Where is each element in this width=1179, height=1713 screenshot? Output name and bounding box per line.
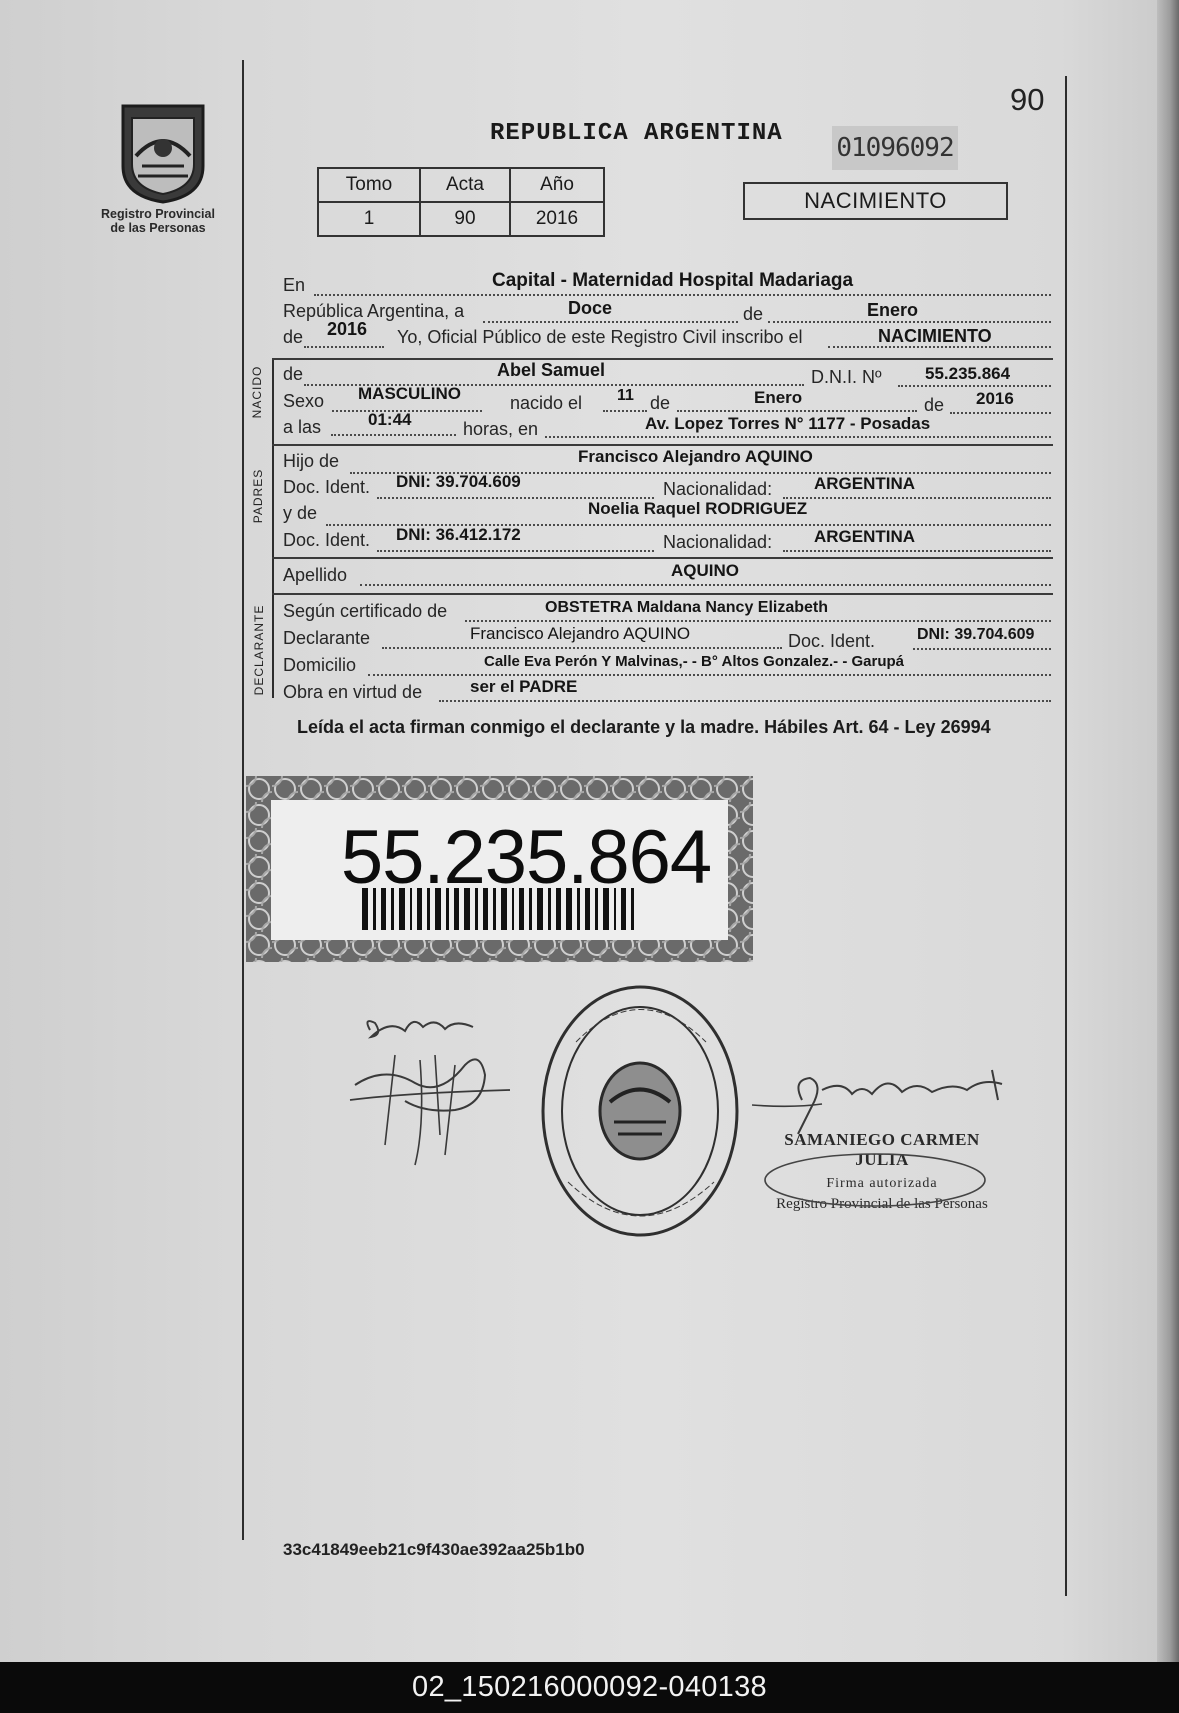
dotted-line [603,410,647,412]
father-nat-label: Nacionalidad: [663,479,773,499]
domicilio-label: Domicilio [283,655,357,675]
cert-label: Según certificado de [283,601,448,621]
day-value: Doce [568,298,613,318]
hijo-de-label: Hijo de [283,451,340,471]
ano-header: Año [510,168,604,202]
father-doc-label: Doc. Ident. [283,477,371,497]
dotted-line [913,648,1051,650]
y-de-label: y de [283,503,318,523]
declarante-label: Declarante [283,628,371,648]
father-nat-value: ARGENTINA [814,474,916,493]
dotted-line [331,434,456,436]
dni-label: D.N.I. Nº [811,367,882,387]
child-dni-value: 55.235.864 [925,364,1011,383]
mother-doc-label: Doc. Ident. [283,530,371,550]
birth-month-value: Enero [754,388,803,407]
dotted-line [783,550,1051,552]
father-name-value: Francisco Alejandro AQUINO [578,447,813,466]
year-value: 2016 [327,319,368,339]
tomo-value: 1 [318,202,420,236]
signature-oval [760,1150,990,1210]
dotted-line [768,321,1051,323]
closing-note: Leída el acta firman conmigo el declarante y la madre. Hábiles Art. 64 - Ley 26994 [297,717,991,737]
officer-name: SAMANIEGO CARMEN JULIA [784,1130,980,1169]
dotted-line [439,700,1051,702]
time-value: 01:44 [368,410,412,429]
table-value-row [318,202,604,236]
horas-label: horas, en [463,419,539,439]
divider [272,358,1053,360]
mother-nat-label: Nacionalidad: [663,532,773,552]
de-label: de [283,327,304,347]
nacido-el-label: nacido el [510,393,583,413]
republica-label: República Argentina, a [283,301,465,321]
dotted-line [950,412,1051,414]
provincial-seal-icon [108,96,218,206]
event-value: NACIMIENTO [878,326,992,346]
dotted-line [360,584,1051,586]
dotted-line [377,550,654,552]
barcode-dni-number: 55.235.864 [340,815,712,900]
officer-office: Registro Provincial de las Personas [776,1196,988,1212]
alas-label: a las [283,417,322,437]
declarante-section-label: DECLARANTE [252,604,266,696]
declarant-signature [345,1005,510,1175]
sexo-value: MASCULINO [358,384,461,403]
field-rule-line [272,358,274,698]
footer-caption: 02_150216000092-040138 [0,1662,1179,1713]
dotted-line [368,674,1051,676]
apellido-value: AQUINO [671,561,739,580]
cert-value: OBSTETRA Maldana Nancy Elizabeth [545,599,829,616]
padres-section-label: PADRES [251,468,265,524]
mother-doc-value: DNI: 36.412.172 [396,525,521,544]
place-value: Capital - Maternidad Hospital Madariaga [492,270,854,291]
obra-label: Obra en virtud de [283,682,423,702]
official-stamp [538,982,743,1240]
page-edge [1157,0,1179,1662]
apellido-label: Apellido [283,565,348,585]
dotted-line [483,321,738,323]
month-value: Enero [867,300,919,320]
dotted-line [382,647,782,649]
inscribe-text: Yo, Oficial Público de este Registro Civil inscribo el [397,327,803,347]
acta-header: Acta [420,168,510,202]
right-margin-line [1065,76,1067,1596]
officer-signature [752,1060,1022,1140]
de-label-3: de [924,395,945,415]
ano-value: 2016 [510,202,604,236]
serial-number: 01096092 [832,126,958,170]
tomo-acta-ano-table [317,167,605,237]
mother-name-value: Noelia Raquel RODRIGUEZ [588,499,808,518]
left-margin-line [242,60,244,1540]
document-hash: 33c41849eeb21c9f430ae392aa25b1b0 [283,1540,585,1559]
en-label: En [283,275,306,295]
logo-caption [88,207,228,235]
birth-day-value: 11 [617,387,634,404]
divider [272,444,1053,446]
dotted-line [304,346,384,348]
dotted-line [465,620,1051,622]
dotted-line [677,410,917,412]
mother-nat-value: ARGENTINA [814,527,916,546]
dotted-line [783,497,1051,499]
declarante-name-value: Francisco Alejandro AQUINO [470,624,691,643]
de-label: de [743,304,764,324]
decl-doc-label: Doc. Ident. [788,631,876,651]
de-label-2: de [650,393,671,413]
child-name-value: Abel Samuel [497,360,606,380]
acta-value: 90 [420,202,510,236]
logo-caption-line-2: de las Personas [110,221,206,235]
nacido-de-label: de [283,364,304,384]
tomo-header: Tomo [318,168,420,202]
folio-number: 90 [1010,82,1045,117]
divider [272,593,1053,595]
birth-year-value: 2016 [976,389,1014,408]
logo-caption-line-1: Registro Provincial [101,207,215,221]
declarante-doc-value: DNI: 39.704.609 [917,626,1035,643]
record-type-box: NACIMIENTO [743,182,1008,220]
table-header-row [318,168,604,202]
sexo-label: Sexo [283,391,325,411]
divider [272,557,1053,559]
domicilio-value: Calle Eva Perón Y Malvinas,- - B° Altos Gonzalez.- - Garupá [484,653,904,670]
father-doc-value: DNI: 39.704.609 [396,472,521,491]
dotted-line [898,385,1051,387]
birth-place-value: Av. Lopez Torres N° 1177 - Posadas [645,414,931,433]
officer-role: Firma autorizada [826,1176,938,1191]
dotted-line [545,436,1051,438]
document-title: REPUBLICA ARGENTINA [490,120,783,147]
dotted-line [314,294,1051,296]
nacido-section-label: NACIDO [250,365,264,419]
obra-value: ser el PADRE [470,677,578,696]
